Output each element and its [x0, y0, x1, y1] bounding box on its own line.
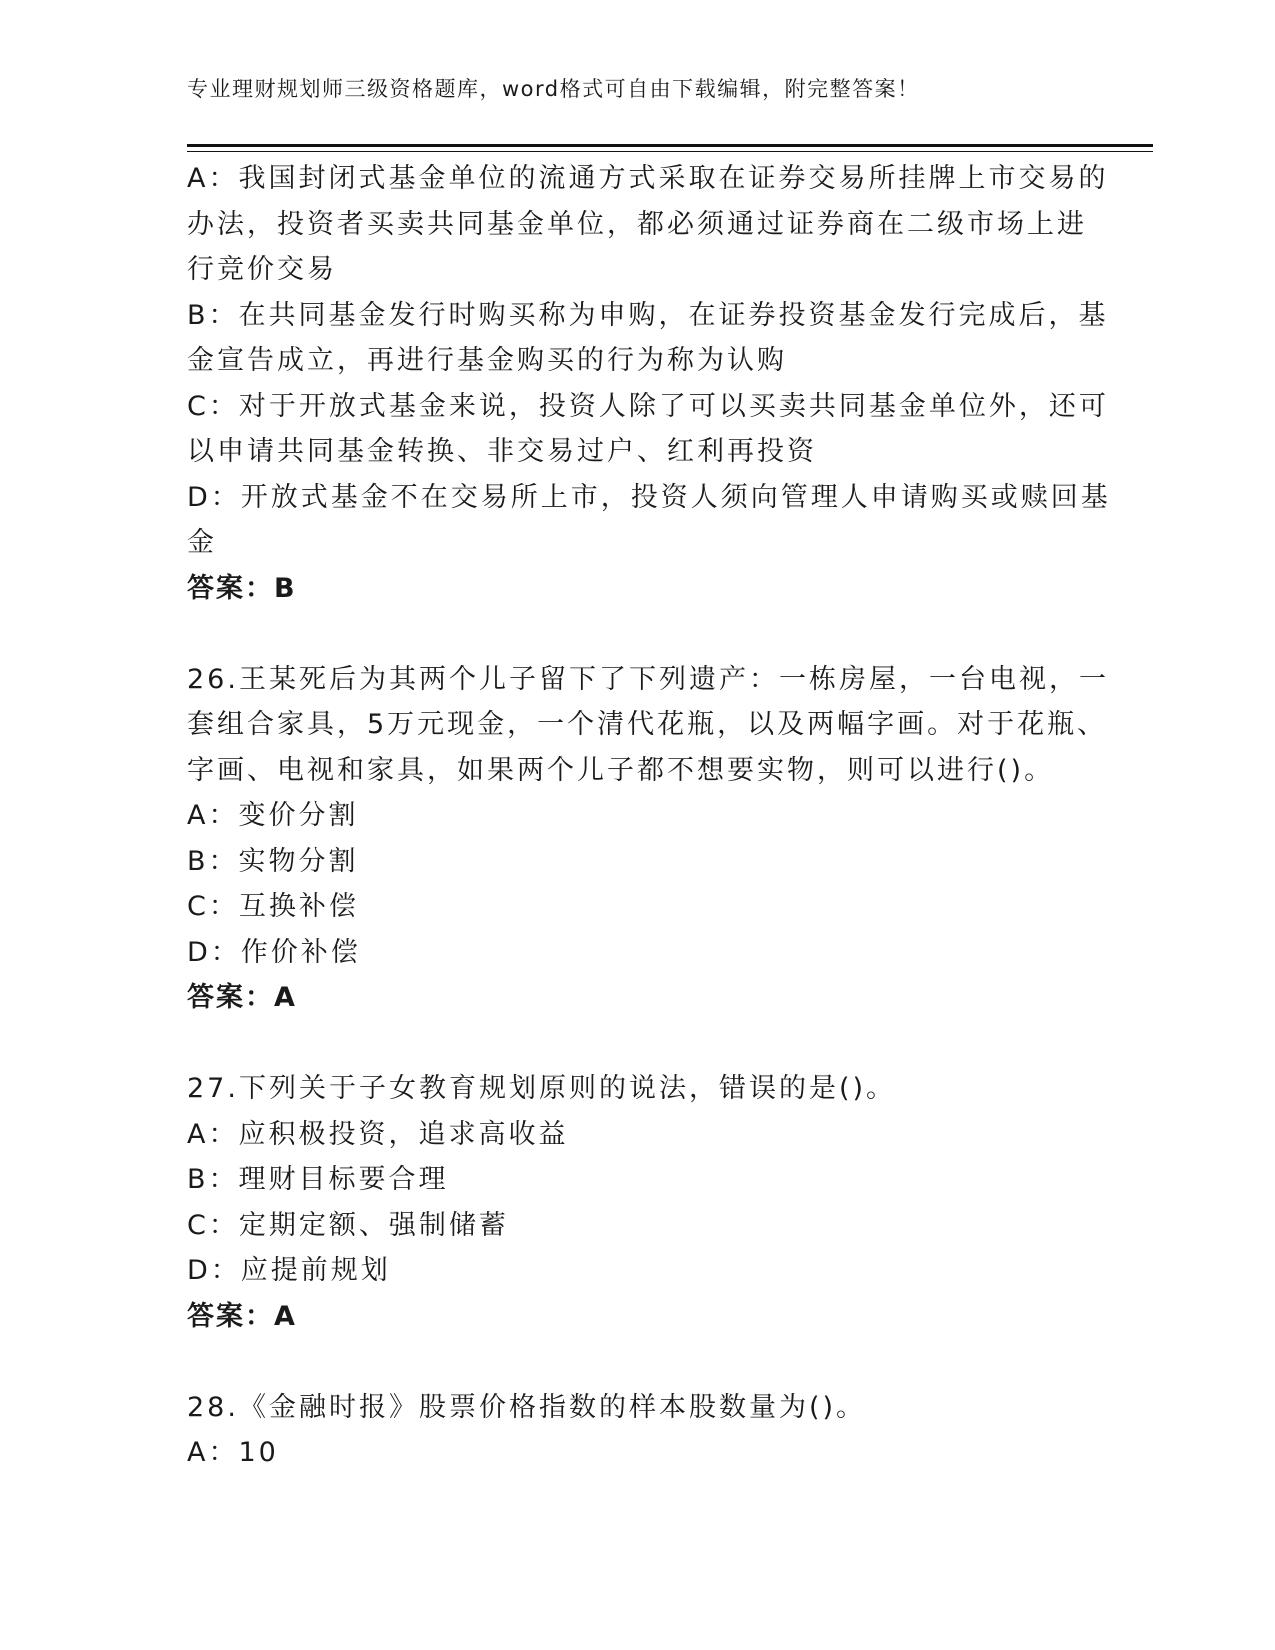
- question-25: [187, 156, 1111, 611]
- q25-option-a-line-2: 办法，投资者买卖共同基金单位，都必须通过证券商在二级市场上进: [187, 208, 1087, 240]
- q26-option-a: A：变价分割: [187, 800, 359, 831]
- q26-option-c: C：互换补偿: [187, 891, 359, 922]
- q27-option-c: C：定期定额、强制储蓄: [187, 1209, 509, 1241]
- question-27: [187, 1066, 1077, 1339]
- header-rule-thick: [187, 144, 1153, 147]
- q28-stem: 28.《金融时报》股票价格指数的样本股数量为()。: [187, 1391, 867, 1423]
- spacer: [187, 1339, 1077, 1385]
- question-26: [187, 657, 1109, 1021]
- q25-option-d-line-1: D：开放式基金不在交易所上市，投资人须向管理人申请购买或赎回基: [187, 481, 1111, 513]
- q26-stem-line-3: 字画、电视和家具，如果两个儿子都不想要实物，则可以进行()。: [187, 754, 1055, 786]
- q25-option-b-line-1: B：在共同基金发行时购买称为申购，在证券投资基金发行完成后，基: [187, 299, 1109, 331]
- q27-option-a: A：应积极投资，追求高收益: [187, 1118, 569, 1150]
- q25-option-b-line-2: 金宣告成立，再进行基金购买的行为称为认购: [187, 345, 787, 376]
- q27-option-d: D：应提前规划: [187, 1255, 391, 1286]
- q25-option-c-line-2: 以申请共同基金转换、非交易过户、红利再投资: [187, 436, 817, 467]
- q25-option-c-line-1: C：对于开放式基金来说，投资人除了可以买卖共同基金单位外，还可: [187, 390, 1109, 422]
- q27-answer: 答案：A: [187, 1300, 297, 1332]
- spacer: [187, 611, 1077, 657]
- q26-stem-line-2: 套组合家具，5万元现金，一个清代花瓶，以及两幅字画。对于花瓶、: [187, 709, 1108, 740]
- question-28: [187, 1385, 1077, 1476]
- spacer: [187, 1021, 1077, 1067]
- q25-option-a-line-3: 行竞价交易: [187, 254, 337, 285]
- q27-stem: 27.下列关于子女教育规划原则的说法，错误的是()。: [187, 1073, 897, 1104]
- q25-option-a-line-1: A：我国封闭式基金单位的流通方式采取在证券交易所挂牌上市交易的: [187, 163, 1109, 194]
- q28-option-a: A：10: [187, 1437, 279, 1468]
- q26-stem-line-1: 26.王某死后为其两个儿子留下了下列遗产：一栋房屋，一台电视，一: [187, 663, 1109, 695]
- header-rule-thin: [187, 151, 1153, 152]
- question-content: [187, 156, 1111, 1476]
- q25-option-d-line-2: 金: [187, 527, 217, 558]
- page-header: 专业理财规划师三级资格题库，word格式可自由下载编辑，附完整答案！: [187, 77, 920, 101]
- q27-option-b: B：理财目标要合理: [187, 1164, 449, 1195]
- q25-answer: 答案：B: [187, 572, 297, 604]
- q26-option-b: B：实物分割: [187, 845, 359, 877]
- q26-answer: 答案：A: [187, 982, 297, 1013]
- q26-option-d: D：作价补偿: [187, 936, 361, 968]
